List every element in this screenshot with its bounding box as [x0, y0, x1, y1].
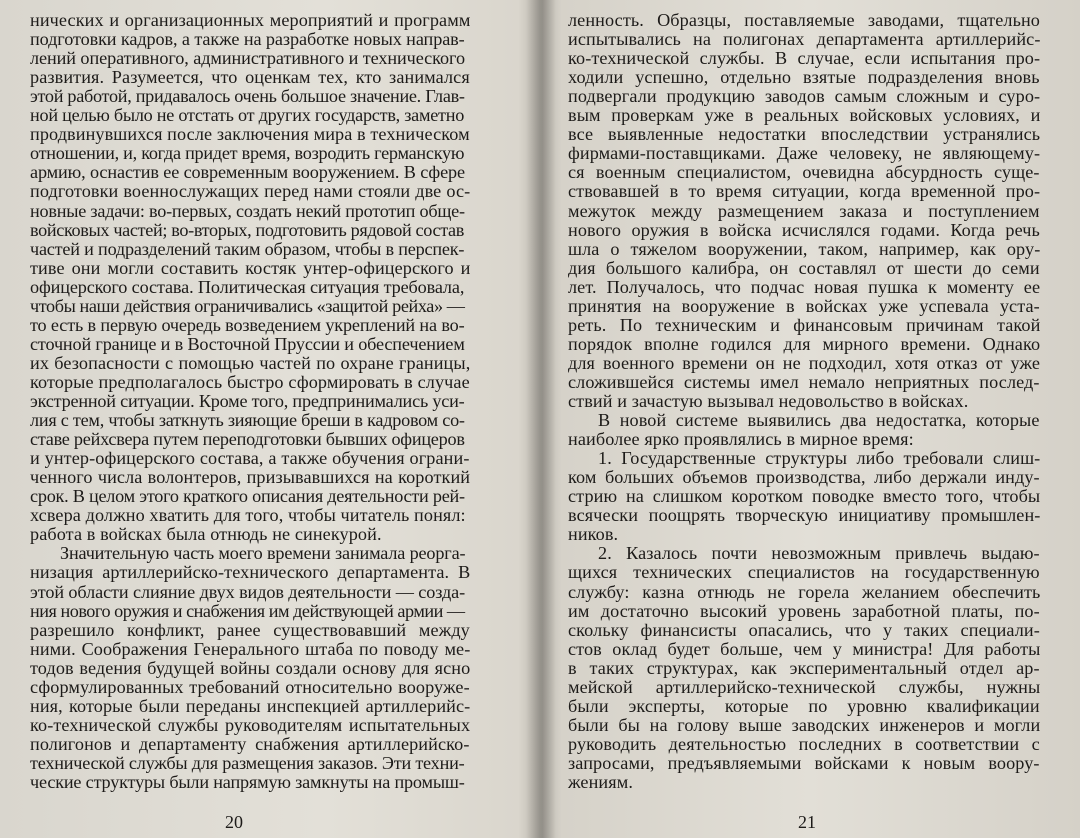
text-line: испытывались на полигонах департамента артиллерийс- [568, 29, 1041, 50]
text-line: продвинувшихся после заключения мира в техническом [30, 124, 470, 145]
text-line: тодов ведения будущей войны создали основу для ясно [30, 657, 471, 678]
left-page-number: 20 [225, 812, 243, 832]
text-line: запросами, предъявляемыми войсками к новым воору- [568, 752, 1040, 773]
text-line: ников. [568, 524, 619, 545]
left-page [0, 0, 530, 838]
text-line: чтобы наши действия ограничивались «защитой рейха» — [30, 295, 465, 316]
text-line: ся военным специалистом, очевидна абсурдность суще- [568, 162, 1040, 183]
text-line: срок. В целом этого краткого описания деятельности рей- [30, 486, 465, 507]
text-line: службу: казна отнюдь не горела желанием обеспечить [568, 581, 1041, 602]
text-line: подвергали продукцию заводов самым сложным и суро- [568, 86, 1041, 107]
text-line: для военного времени он не подходил, хотя отказ от уже [568, 352, 1041, 373]
text-line: тиве они могли составить костяк унтер-офицерского и [30, 257, 471, 278]
text-line: сложившейся системы имел немало неприятных послед- [568, 371, 1040, 392]
text-line: им достаточно высокий уровень заработной платы, по- [568, 600, 1040, 621]
text-line: низация артиллерийско-технического департамента. В [30, 562, 471, 583]
text-line: лия с тем, чтобы заткнуть зияющие бреши в кадровом со- [30, 410, 465, 431]
text-line: которые предполагалось быстро сформировать в случае [30, 371, 470, 392]
text-line: этой области слияние двух видов деятельности — созда- [30, 581, 466, 602]
text-line: ко-технической службы руководителям испытательных [30, 714, 471, 735]
text-line: принятия на вооружение в войсках уже успевала уста- [568, 295, 1040, 316]
text-line: новные задачи: во-первых, создать некий прототип обще- [30, 200, 465, 221]
text-line: этой работой, придавалось очень большое значение. Глав- [30, 86, 465, 107]
text-line: лений оперативного, административного и технического [30, 48, 465, 69]
text-line: разрешило конфликт, ранее существовавший между [30, 619, 470, 640]
text-line: щихся технических специалистов на государственную [568, 562, 1040, 583]
text-line: офицерского состава. Политическая ситуация требовала, [30, 276, 465, 297]
text-line: развития. Разумеется, что оценкам тех, кто занимался [30, 67, 470, 88]
text-line: сформулированных требований относительно вооруже- [30, 676, 470, 697]
text-line: фирмами-поставщиками. Даже человеку, не являющему- [568, 143, 1041, 164]
text-line: В новой системе выявились два недостатка, которые [598, 410, 1040, 431]
text-line: ставе рейхсвера путем переподготовки бывших офицеров [30, 429, 465, 450]
text-line: руководить деятельностью последних в соответствии с [568, 733, 1040, 754]
text-line: шла о тяжелом вооружении, таком, например, как ору- [568, 238, 1041, 259]
text-line: ствовавшей в то время ситуации, когда временной про- [568, 181, 1041, 202]
text-line: ной целью было не отстать от других государств, заметно [30, 105, 465, 126]
text-line: хсвера должно хватить для того, чтобы читатель понял: [30, 505, 466, 526]
text-line: армию, оснастив ее современным вооружением. В сфере [30, 162, 465, 183]
text-line: ко-технической службы. В случае, если испытания про- [568, 48, 1041, 69]
right-page-number: 21 [798, 812, 816, 832]
text-line: ходили успешно, отдельно взятые подразделения вновь [568, 67, 1040, 88]
text-line: реть. По техническим и финансовым причинам такой [568, 314, 1041, 335]
text-line: экстренной ситуации. Кроме того, предпринимались уси- [30, 391, 465, 411]
text-line: порядок вполне годился для мирного времени. Однако [568, 333, 1041, 354]
text-line: всячески поощрять творческую инициативу промышлен- [568, 505, 1041, 526]
text-line: 1. Государственные структуры либо требовали слиш- [598, 448, 1041, 469]
text-line: скольку финансисты опасались, что у таких специали- [568, 619, 1040, 640]
text-line: дия большого калибра, он составлял от шести до семи [568, 257, 1040, 278]
text-line: войсковых частей; во-вторых, подготовить рядовой состав [30, 219, 465, 240]
text-line: вым проверкам уже в реальных войсковых условиях, и [568, 105, 1041, 126]
text-line: лет. Получалось, что подчас новая пушка к моменту ее [568, 276, 1041, 297]
text-line: ними. Соображения Генерального штаба по поводу ме- [30, 638, 471, 659]
text-line: межуток между размещением заказа и поступлением [568, 200, 1040, 221]
text-line: ческие структуры были напрямую замкнуты на промыш- [30, 772, 465, 792]
text-line: мейской артиллерийско-технической службы, нужны [568, 676, 1041, 697]
text-line: в таких структурах, как экспериментальный отдел ар- [568, 657, 1040, 678]
text-line: стов оклад будет больше, чем у министра! Для работы [568, 638, 1041, 659]
text-line: все выявленные недостатки впоследствии устранялись [568, 124, 1041, 145]
text-line: технической службы для размещения заказов. Эти техни- [30, 752, 465, 773]
text-line: наиболее ярко проявлялись в мирное время: [568, 429, 914, 450]
text-line: нических и организационных мероприятий и программ [30, 10, 471, 30]
text-line: полигонов и департаменту снабжения артиллерийско- [30, 733, 470, 754]
text-line: то есть в первую очередь возведением укреплений на во- [30, 314, 465, 335]
text-line: ния нового оружия и снабжения им действующей армии — [30, 600, 465, 621]
text-line: жениям. [568, 772, 633, 792]
text-line: работа в войсках была отнюдь не синекурой. [30, 524, 382, 545]
text-line: ком больших объемов производства, либо держали инду- [568, 467, 1040, 488]
text-line: ния, которые были переданы инспекцией артиллерийс- [30, 695, 471, 716]
text-line: ленность. Образцы, поставляемые заводами, тщательно [568, 10, 1040, 30]
text-line: частей и подразделений таким образом, чтобы в перспек- [30, 238, 465, 259]
text-line: Значительную часть моего времени занимала реорга- [60, 543, 466, 564]
text-line: 2. Казалось почти невозможным привлечь выдаю- [598, 543, 1040, 564]
right-page [548, 0, 1080, 838]
text-line: стрию на слишком коротком поводке вместо того, чтобы [568, 486, 1041, 507]
text-line: их безопасности с помощью частей по охране границы, [30, 352, 471, 373]
text-line: подготовки военнослужащих перед нами стояли две ос- [30, 181, 471, 202]
text-line: подготовки кадров, а также на разработке новых направ- [30, 29, 465, 50]
text-line: нового оружия в войска исчислялся годами. Когда речь [568, 219, 1040, 240]
text-line: сточной границе и в Восточной Пруссии и обеспечением [30, 333, 465, 354]
text-line: были бы на голову выше заводских инженеров и могли [568, 714, 1041, 735]
text-line: были эксперты, которые по уровню квалификации [568, 695, 1040, 716]
text-line: и унтер-офицерского состава, а также обучения ограни- [30, 448, 470, 469]
text-line: ствий и зачастую вызывал недовольство в войсках. [568, 391, 969, 411]
text-line: отношении, и, когда придет время, возродить германскую [30, 143, 465, 164]
text-line: ченного числа волонтеров, призывавшихся на короткий [30, 467, 471, 488]
